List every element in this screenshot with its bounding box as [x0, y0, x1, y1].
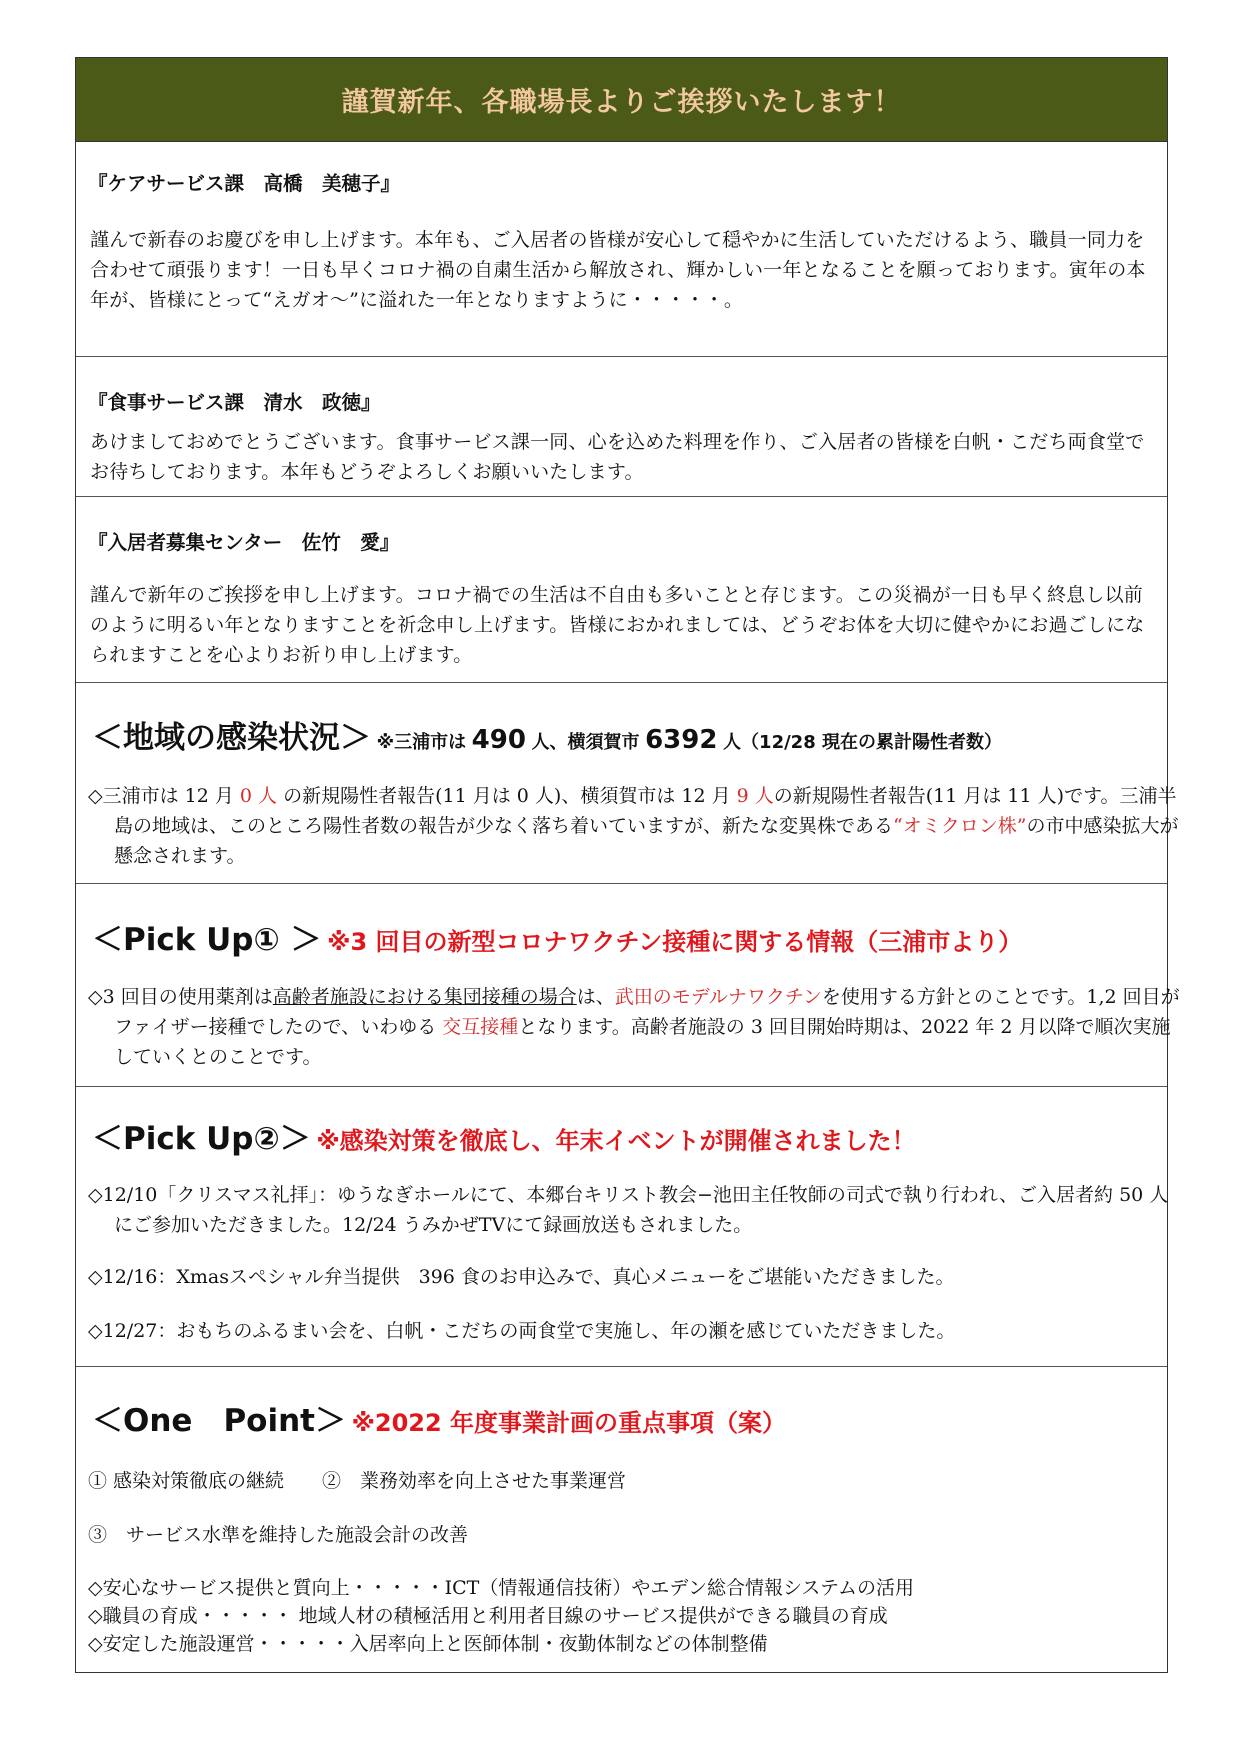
- section-heading: ＜Pick Up① ＞: [92, 922, 322, 958]
- miura-total: 490: [471, 725, 526, 755]
- text-run: を使用する方針とのことです。1,2 回目がファイザー接種でしたので、いわゆる: [114, 986, 1180, 1038]
- text-run: ◇三浦市は 12 月: [88, 785, 234, 807]
- one-point-section: [76, 1367, 1167, 1672]
- section-heading: ＜Pick Up②＞: [92, 1121, 311, 1157]
- note-prefix: ※三浦市は: [376, 732, 467, 753]
- greeting-body: 謹んで新年のご挨拶を申し上げます。コロナ禍での生活は不自由も多いことと存じます。この災禍が一日も早く終息し以前のように明るい年となりますことを祈念申し上げます。皆様におかれましては、どうぞお体を大切に健やかにお過ごしになられますことを心よりお祈り申し上げます。: [90, 584, 1145, 666]
- one-point-subtitle: ※2022 年度事業計画の重点事項（案）: [351, 1409, 787, 1437]
- miura-december-count: 0 人: [239, 785, 278, 807]
- pickup-1-heading: [92, 914, 1022, 959]
- section-heading: ＜地域の感染状況＞: [92, 720, 371, 756]
- vaccine-name: 武田のモデルナワクチン: [614, 986, 822, 1008]
- text-run: となります。高齢者施設の 3 回目開始時期は、2022 年 2 月以降で順次実施していくとのことです。: [114, 1016, 1171, 1068]
- variant-name: “オミクロン株”: [893, 815, 1027, 837]
- plan-item: ◇安定した施設運営・・・・・入居率向上と医師体制・夜勤体制などの体制整備: [88, 1633, 768, 1655]
- newsletter-sheet: [75, 57, 1180, 1673]
- text-run: は、: [576, 986, 615, 1008]
- plan-item: ◇安心なサービス提供と質向上・・・・・ICT（情報通信技術）やエデン総合情報システムの活用: [88, 1577, 915, 1599]
- text-run: の市中感染拡大が懸念されます。: [114, 815, 1179, 867]
- greeting-food-service: [76, 357, 1167, 497]
- text-run: の新規陽性者報告(11 月は 0 人)、横須賀市は 12 月: [283, 785, 731, 807]
- greeting-author: 『入居者募集センター 佐竹 愛』: [88, 531, 400, 554]
- greeting-author: 『ケアサービス課 高橋 美穂子』: [88, 172, 401, 195]
- pickup-1-section: [76, 884, 1180, 1087]
- event-item: ◇12/16：Xmasスペシャル弁当提供 396 食のお申込みで、真心メニューをご堪能いただきました。: [88, 1266, 955, 1288]
- priority-line: ③ サービス水準を維持した施設会計の改善: [88, 1524, 469, 1546]
- pickup-2-section: [76, 1087, 1167, 1367]
- yokosuka-december-count: 9 人: [736, 785, 774, 807]
- yokosuka-total: 6392: [645, 725, 718, 755]
- text-run: ◇3 回目の使用薬剤は: [88, 986, 273, 1008]
- infection-report: [88, 781, 1184, 871]
- new-year-banner: 謹賀新年、各職場長よりご挨拶いたします！: [76, 58, 1167, 142]
- event-item: ◇12/27：おもちのふるまい会を、白帆・こだちの両食堂で実施し、年の瀬を感じていただきました。: [88, 1320, 956, 1342]
- one-point-heading: [92, 1395, 786, 1440]
- greeting-body: あけましておめでとうございます。食事サービス課一同、心を込めた料理を作り、ご入居者の皆様を白帆・こだち両食堂でお待ちしております。本年もどうぞよろしくお願いいたします。: [90, 431, 1145, 483]
- infection-heading: [92, 712, 1002, 757]
- text-run: の新規陽性者報告(11 月は 11 人)です。三浦半島の地域は、このところ陽性者数の報告が少なく落ち着いていますが、新たな変異株である: [114, 785, 1177, 837]
- infection-status-section: [76, 683, 1179, 884]
- greeting-author: 『食事サービス課 清水 政徳』: [88, 391, 381, 414]
- plan-item: ◇職員の育成・・・・・ 地域人材の積極活用と利用者目線のサービス提供ができる職員の育成: [88, 1605, 888, 1627]
- section-heading: ＜One Point＞: [92, 1403, 346, 1439]
- pickup-2-heading: [92, 1113, 916, 1158]
- greeting-body: 謹んで新春のお慶びを申し上げます。本年も、ご入居者の皆様が安心して穏やかに生活していただけるよう、職員一同力を合わせて頑張ります！一日も早くコロナ禍の自粛生活から解放され、輝かしい一年となることを願っております。寅年の本年が、皆様にとって“えガオ〜”に溢れた一年となりますように・・・・・。: [90, 229, 1146, 311]
- note-mid: 人、横須賀市: [531, 732, 640, 753]
- greeting-recruitment-center: [76, 497, 1167, 683]
- greeting-care-service: [76, 142, 1167, 357]
- vaccine-info: [88, 982, 1184, 1072]
- cross-vaccination: 交互接種: [442, 1016, 519, 1038]
- underlined-text: 高齢者施設における集団接種の場合: [272, 986, 577, 1008]
- pickup-2-subtitle: ※感染対策を徹底し、年末イベントが開催されました！: [316, 1127, 916, 1155]
- event-item: ◇12/10「クリスマス礼拝」：ゆうなぎホールにて、本郷台キリスト教会−池田主任牧師の司式で執り行われ、ご入居者約 50 人にご参加いただきました。12/24 うみかぜTVにて録画放送もされました。: [88, 1184, 1169, 1236]
- note-suffix: 人（12/28 現在の累計陽性者数）: [723, 732, 1002, 753]
- pickup-1-subtitle: ※3 回目の新型コロナワクチン接種に関する情報（三浦市より）: [327, 928, 1023, 956]
- priority-line: ① 感染対策徹底の継続 ② 業務効率を向上させた事業運営: [88, 1470, 627, 1492]
